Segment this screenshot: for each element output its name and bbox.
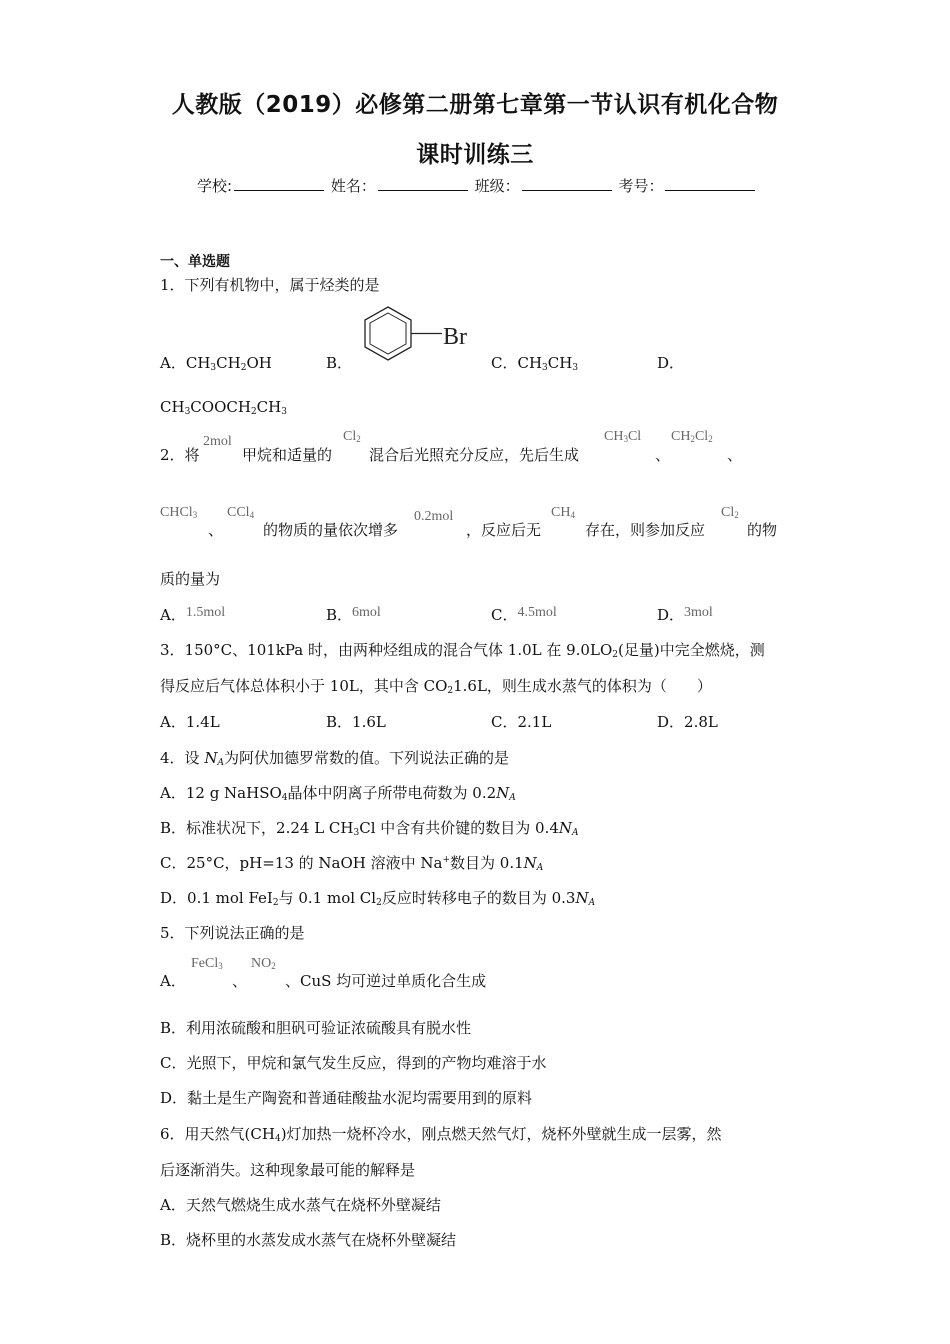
q2-math-8: $CH_4$ xyxy=(551,505,575,520)
q2-math-9: $Cl_2$ xyxy=(721,505,739,520)
q5-option-c: C．光照下，甲烷和氯气发生反应，得到的产物均难溶于水 xyxy=(160,1054,547,1072)
exam-number-field[interactable] xyxy=(665,176,755,191)
q3-line-1: 3．150°C、101kPa 时，由两种烃组成的混合气体 1.0L 在 $9.0LO_2$(足量)中完全燃烧，测 xyxy=(160,641,765,660)
q3-line-2: 得反应后气体总体积小于 10L，其中含 $CO_21.6L$，则生成水蒸气的体积为（ ） xyxy=(160,677,712,696)
q5-sep: 、 xyxy=(232,972,248,990)
q4-option-a: A．12 g NaHSO$_4$晶体中阴离子所带电荷数为 $0.2N_A$ xyxy=(160,784,516,803)
q2-math-3: $CH_3Cl$ xyxy=(604,429,642,444)
q1-stem: 1．下列有机物中，属于烃类的是 xyxy=(160,276,380,294)
q3-option-c: C．2.1L xyxy=(491,713,552,731)
q4-stem: 4．设 $N_A$为阿伏加德罗常数的值。下列说法正确的是 xyxy=(160,749,509,768)
q6-line-1: 6．用天然气$(CH_4)$灯加热一烧杯冷水，刚点燃天然气灯，烧杯外壁就生成一层雾，然 xyxy=(160,1125,722,1144)
name-label: 姓名： xyxy=(330,177,376,195)
q2-option-a: A．1.5mol xyxy=(160,605,226,624)
page-title: 人教版（2019）必修第二册第七章第一节认识有机化合物 xyxy=(171,92,779,118)
q2-sep-2: 、 xyxy=(727,446,743,464)
page-subtitle: 课时训练三 xyxy=(416,142,534,168)
q5-math-1: FeCl$_3$ xyxy=(191,956,223,971)
class-label: 班级： xyxy=(474,177,520,195)
q2-math-6: CCl$_4$ xyxy=(227,505,255,520)
q2-math-7: 0.2mol xyxy=(414,509,454,524)
name-field[interactable] xyxy=(378,176,468,191)
class-field[interactable] xyxy=(522,176,612,191)
q5-option-b: B．利用浓硫酸和胆矾可验证浓硫酸具有脱水性 xyxy=(160,1019,472,1037)
q2-text-8: 质的量为 xyxy=(160,570,221,588)
q2-text-4: 的物质的量依次增多 xyxy=(263,521,399,539)
exam-number-label: 考号： xyxy=(618,177,664,195)
q5-math-2: $NO_2$ xyxy=(251,956,276,971)
school-field[interactable] xyxy=(234,176,324,191)
q6-option-b: B．烧杯里的水蒸发成水蒸气在烧杯外壁凝结 xyxy=(160,1231,457,1249)
q4-option-b: B．标准状况下，2.24 L $CH_3Cl$ 中含有共价键的数目为 $0.4N_A$ xyxy=(160,819,579,838)
q5-option-a-label: A． xyxy=(160,972,186,990)
q5-option-d: D．黏土是生产陶瓷和普通硅酸盐水泥均需要用到的原料 xyxy=(160,1089,533,1107)
q6-option-a: A．天然气燃烧生成水蒸气在烧杯外壁凝结 xyxy=(160,1196,441,1214)
q4-option-c: C．25°C，pH=13 的 NaOH 溶液中 Na+数目为 $0.1N_A$ xyxy=(160,854,544,873)
q5-option-a-text: 、CuS 均可逆过单质化合生成 xyxy=(285,972,487,990)
q1-option-a: A．$CH_3CH_2OH$ xyxy=(160,354,272,373)
q1-option-c: C．$CH_3CH_3$ xyxy=(491,354,579,373)
q3-option-d: D．2.8L xyxy=(657,713,718,731)
q6-line-2: 后逐渐消失。这种现象最可能的解释是 xyxy=(160,1161,416,1179)
q3-option-b: B．1.6L xyxy=(326,713,386,731)
q2-text-5: ，反应后无 xyxy=(466,521,542,539)
q2-text-2: 甲烷和适量的 xyxy=(242,446,333,464)
student-info-row xyxy=(197,175,757,196)
q2-sep-1: 、 xyxy=(655,446,671,464)
q2-math-1: 2mol xyxy=(203,434,232,449)
q2-sep-3: 、 xyxy=(208,521,224,539)
q2-text-1: 2．将 xyxy=(160,446,200,464)
bromine-label: Br xyxy=(443,324,467,350)
q2-option-b: B．6mol xyxy=(326,605,381,624)
q1-option-d: $CH_3COOCH_2CH_3$ xyxy=(160,398,287,417)
q2-option-c: C．4.5mol xyxy=(491,605,557,624)
q2-math-4: $CH_2Cl_2$ xyxy=(671,429,713,444)
school-label: 学校: xyxy=(197,177,233,195)
section-title: 一、单选题 xyxy=(160,254,230,270)
bromobenzene-structure xyxy=(352,304,472,378)
q4-option-d: D．0.1 mol FeI$_2$与 0.1 mol $Cl_2$反应时转移电子的数目为 $0.3N_A$ xyxy=(160,889,596,908)
q1-option-b-label: B． xyxy=(326,354,353,372)
q2-math-5: CHCl$_3$ xyxy=(160,505,198,520)
q2-text-3: 混合后光照充分反应，先后生成 xyxy=(369,446,580,464)
q2-option-d: D．3mol xyxy=(657,605,713,624)
q2-text-6: 存在，则参加反应 xyxy=(585,521,706,539)
q1-option-d-label: D． xyxy=(657,354,685,372)
q5-stem: 5．下列说法正确的是 xyxy=(160,924,305,942)
q3-option-a: A．1.4L xyxy=(160,713,220,731)
q2-math-2: $Cl_2$ xyxy=(343,429,361,444)
q2-text-7: 的物 xyxy=(747,521,778,539)
